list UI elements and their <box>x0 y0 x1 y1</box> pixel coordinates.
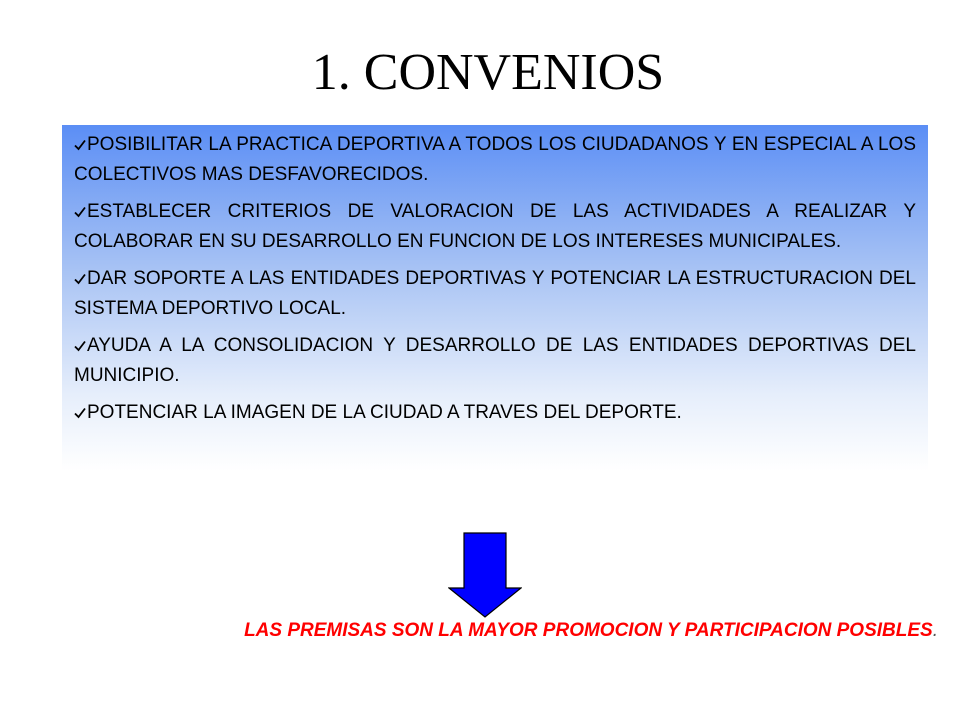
conclusion-period: . <box>932 620 938 641</box>
conclusion-main: LAS PREMISAS SON LA MAYOR PROMOCION Y PARTICIPACION POSIBLES <box>244 620 933 641</box>
objective-item <box>74 398 916 428</box>
objective-item <box>74 130 916 189</box>
objective-text: AYUDA A LA CONSOLIDACION Y DESARROLLO DE LAS ENTIDADES DEPORTIVAS DEL MUNICIPIO. <box>74 335 916 386</box>
checkmark-icon <box>74 139 86 151</box>
objectives-box <box>62 125 928 471</box>
down-arrow-icon <box>448 532 522 618</box>
objective-text: DAR SOPORTE A LAS ENTIDADES DEPORTIVAS Y POTENCIAR LA ESTRUCTURACION DEL SISTEMA DEPORTIVO LOCAL. <box>74 268 916 319</box>
objective-text: POSIBILITAR LA PRACTICA DEPORTIVA A TODOS LOS CIUDADANOS Y EN ESPECIAL A LOS COLECTIVOS MAS DESFAVORECIDOS. <box>74 134 916 185</box>
checkmark-icon <box>74 340 86 352</box>
checkmark-icon <box>74 206 86 218</box>
checkmark-icon <box>74 407 86 419</box>
objective-item <box>74 264 916 323</box>
checkmark-icon <box>74 273 86 285</box>
objective-text: ESTABLECER CRITERIOS DE VALORACION DE LAS ACTIVIDADES A REALIZAR Y COLABORAR EN SU DESARROLLO EN FUNCION DE LOS INTERESES MUNICIPALES. <box>74 201 916 252</box>
slide-title: 1. CONVENIOS <box>311 44 665 101</box>
objectives-list <box>74 130 916 428</box>
objective-text: POTENCIAR LA IMAGEN DE LA CIUDAD A TRAVES DEL DEPORTE. <box>87 402 682 423</box>
conclusion-text <box>0 618 938 644</box>
objective-item <box>74 197 916 256</box>
objective-item <box>74 331 916 390</box>
